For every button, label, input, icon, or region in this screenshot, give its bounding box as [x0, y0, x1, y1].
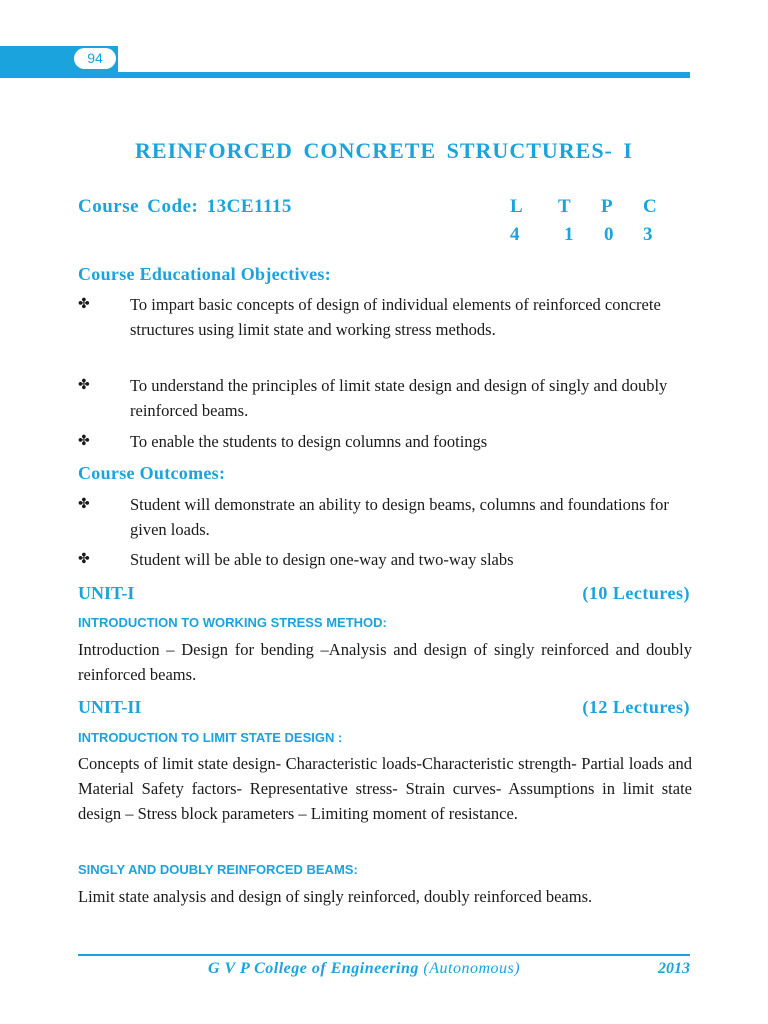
bullet-icon: ✤ [78, 496, 90, 512]
unit-2-subheading-2: SINGLY AND DOUBLY REINFORCED BEAMS: [78, 862, 358, 877]
ltpc-value-c: 3 [643, 224, 653, 245]
footer-year: 2013 [658, 960, 690, 977]
objective-text: To enable the students to design columns and footings [130, 432, 488, 451]
objectives-heading: Course Educational Objectives: [78, 264, 331, 284]
bullet-icon: ✤ [78, 296, 90, 312]
ltpc-label-c: C [643, 196, 657, 217]
unit-2-text-2: Limit state analysis and design of singly reinforced, doubly reinforced beams. [78, 887, 593, 906]
bullet-icon: ✤ [78, 433, 90, 449]
unit-1-subheading: INTRODUCTION TO WORKING STRESS METHOD: [78, 615, 387, 630]
unit-2-title: UNIT-II [78, 697, 142, 717]
ltpc-value-t: 1 [564, 224, 574, 245]
college-name: G V P College of Engineering [208, 960, 419, 977]
outcome-text: Student will be able to design one-way and two-way slabs [130, 550, 514, 569]
unit-2-lectures: (12 Lectures) [582, 697, 690, 717]
course-code: Course Code: 13CE1115 [78, 196, 292, 217]
ltpc-value-p: 0 [604, 224, 614, 245]
page-title: REINFORCED CONCRETE STRUCTURES- I [135, 138, 633, 163]
ltpc-label-l: L [510, 196, 523, 217]
outcomes-heading: Course Outcomes: [78, 463, 226, 483]
page-number: 94 [74, 48, 116, 69]
ltpc-value-l: 4 [510, 224, 520, 245]
footer-college [208, 960, 520, 978]
header-rule [0, 72, 690, 78]
ltpc-label-t: T [558, 196, 571, 217]
objective-text: To understand the principles of limit state design and design of singly and doubly reinforced beams. [130, 376, 668, 420]
ltpc-label-p: P [601, 196, 613, 217]
college-autonomous: (Autonomous) [423, 960, 521, 977]
footer-rule [78, 954, 690, 956]
unit-2-subheading-1: INTRODUCTION TO LIMIT STATE DESIGN : [78, 730, 343, 745]
objective-text: To impart basic concepts of design of individual elements of reinforced concrete structures using limit state and working stress methods. [130, 295, 661, 339]
unit-1-lectures: (10 Lectures) [582, 583, 690, 603]
unit-2-text-1: Concepts of limit state design- Characteristic loads-Characteristic strength- Partial loads and Material Safety factors- Representative stress- Strain curves- Assumptions in limit state design – Stress block parameters – Limiting moment of resistance. [78, 754, 692, 823]
unit-1-title: UNIT-I [78, 583, 135, 603]
bullet-icon: ✤ [78, 551, 90, 567]
unit-1-text: Introduction – Design for bending –Analysis and design of singly reinforced and doubly reinforced beams. [78, 640, 692, 684]
outcome-text: Student will demonstrate an ability to design beams, columns and foundations for given loads. [130, 495, 669, 539]
bullet-icon: ✤ [78, 377, 90, 393]
